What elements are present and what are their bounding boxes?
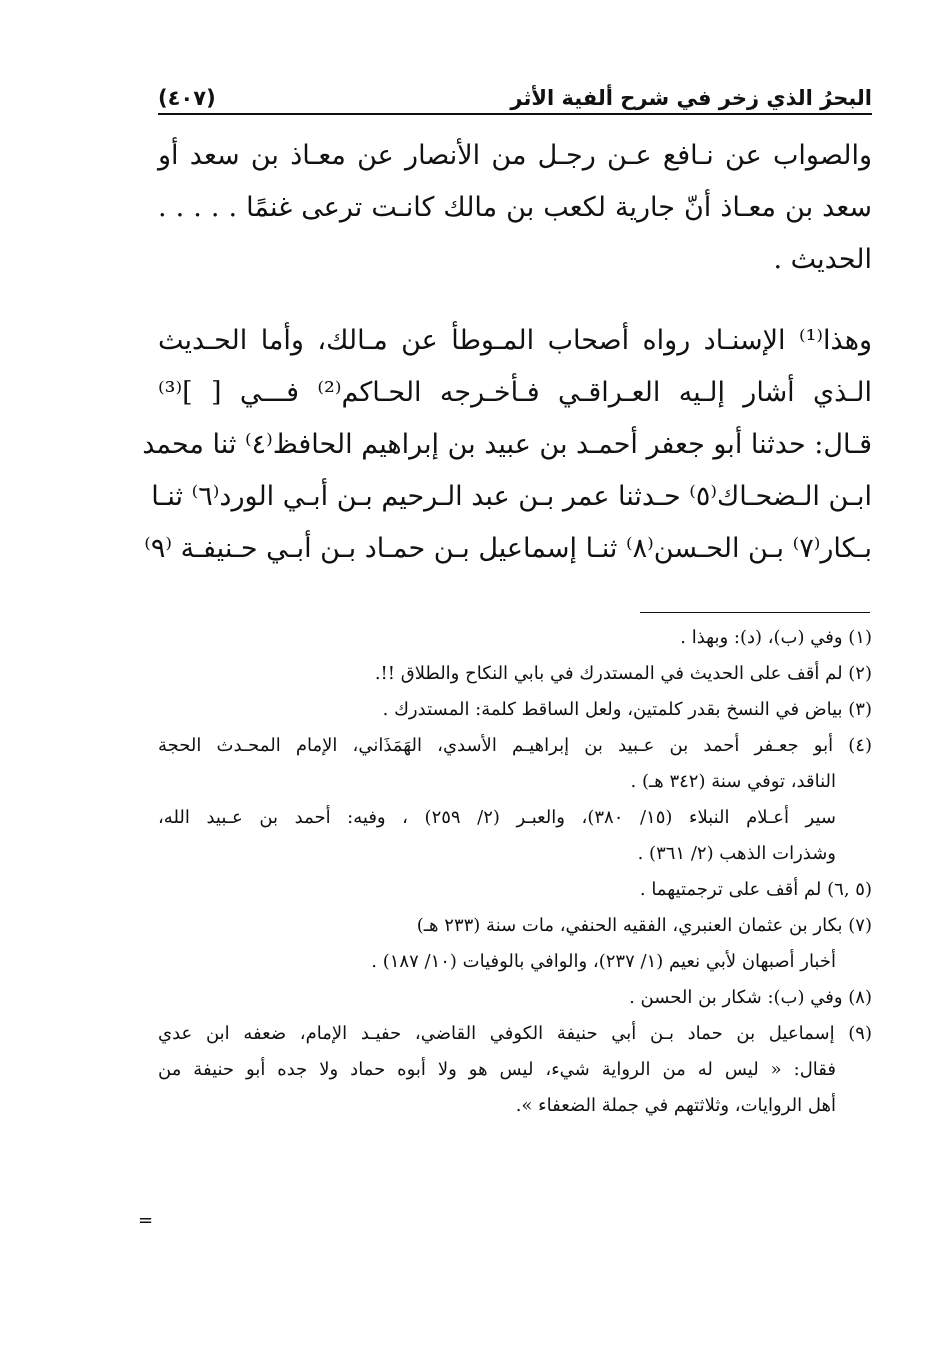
text-line: سعد بن معـاذ أنّ جارية لكعب بن مالك كانـت ترعى غنمًا . . . . . (158, 192, 872, 223)
paragraph-1 (158, 130, 872, 286)
footnote-9: (٩) إسماعيل بن حماد بـن أبي حنيفة الكوفي القاضي، حفيـد الإمام، ضعفه ابن عدي (158, 1023, 872, 1044)
footnote-3: (٣) بياض في النسخ بقدر كلمتين، ولعل الساقط كلمة: المستدرك . (382, 699, 872, 720)
footnote-4-source-cont: وشذرات الذهب (٢/ ٣٦١) . (637, 843, 836, 864)
book-title: البحرُ الذي زخر في شرح ألفية الأثر (510, 86, 872, 110)
text-line: بـكار⁽٧⁾ بـن الحـسن⁽٨⁾ ثنـا إسماعيل بـن حمـاد بـن أبـي حـنيفـة ⁽٩⁾ (144, 533, 872, 564)
footnote-5-6: (٥ ,٦) لم أقف على ترجمتيهما . (639, 879, 872, 900)
footnote-9-end: أهل الروايات، وثلاثتهم في جملة الضعفاء ». (515, 1095, 836, 1116)
page-number: (٤٠٧) (158, 86, 216, 110)
continuation-marker: = (138, 1210, 154, 1231)
text-line: وهذا⁽¹⁾ الإسنـاد رواه أصحاب المـوطأ عن مـالك، وأما الحـديث (158, 325, 872, 356)
footnote-4: (٤) أبو جعـفر أحمد بن عـبيد بن إبراهيـم الأسدي، الهَمَذَاني، الإمام المحـدث الحجة (158, 735, 872, 756)
text-line: ابـن الـضحـاك⁽٥⁾ حـدثنا عمر بـن عبد الـرحيم بـن أبـي الورد⁽٦⁾ ثنـا (151, 481, 872, 512)
footnote-7: (٧) بكار بن عثمان العنبري، الفقيه الحنفي، مات سنة (٢٣٣ هـ) (416, 915, 872, 936)
footnote-7-source: أخبار أصبهان لأبي نعيم (١/ ٢٣٧)، والوافي بالوفيات (١٠/ ١٨٧) . (371, 951, 836, 972)
footnote-8: (٨) وفي (ب): شكار بن الحسن . (629, 987, 872, 1008)
text-line: والصواب عن نـافع عـن رجـل من الأنصار عن معـاذ بن سعد أو (158, 140, 872, 171)
footnote-4-cont: الناقد، توفي سنة (٣٤٢ هـ) . (630, 771, 836, 792)
footnote-2: (٢) لم أقف على الحديث في المستدرك في بابي النكاح والطلاق !!. (374, 663, 872, 684)
footnotes (158, 620, 872, 1124)
paragraph-2 (142, 315, 872, 575)
running-header (158, 70, 872, 110)
footnote-4-source: سير أعـلام النبلاء (١٥/ ٣٨٠)، والعبـر (٢/ ٢٥٩) ، وفيه: أحمد بن عـبيد الله، (158, 807, 836, 828)
footnote-separator (640, 612, 870, 613)
header-rule (158, 113, 872, 115)
text-line: قـال: حدثنا أبو جعفر أحمـد بن عبيد بن إبراهيم الحافظ⁽٤⁾ ثنا محمد (142, 429, 872, 460)
text-line: الحديث . (773, 244, 872, 275)
text-line: الـذي أشار إلـيه العـراقـي فـأخـرجه الحـاكم⁽²⁾ فـــي [ ]⁽³⁾ (158, 377, 872, 408)
footnote-1: (١) وفي (ب)، (د): وبهذا . (680, 627, 872, 648)
footnote-9-cont: فقال: « ليس له من الرواية شيء، ليس هو ولا أبوه حماد ولا جده أبو حنيفة من (158, 1059, 836, 1080)
